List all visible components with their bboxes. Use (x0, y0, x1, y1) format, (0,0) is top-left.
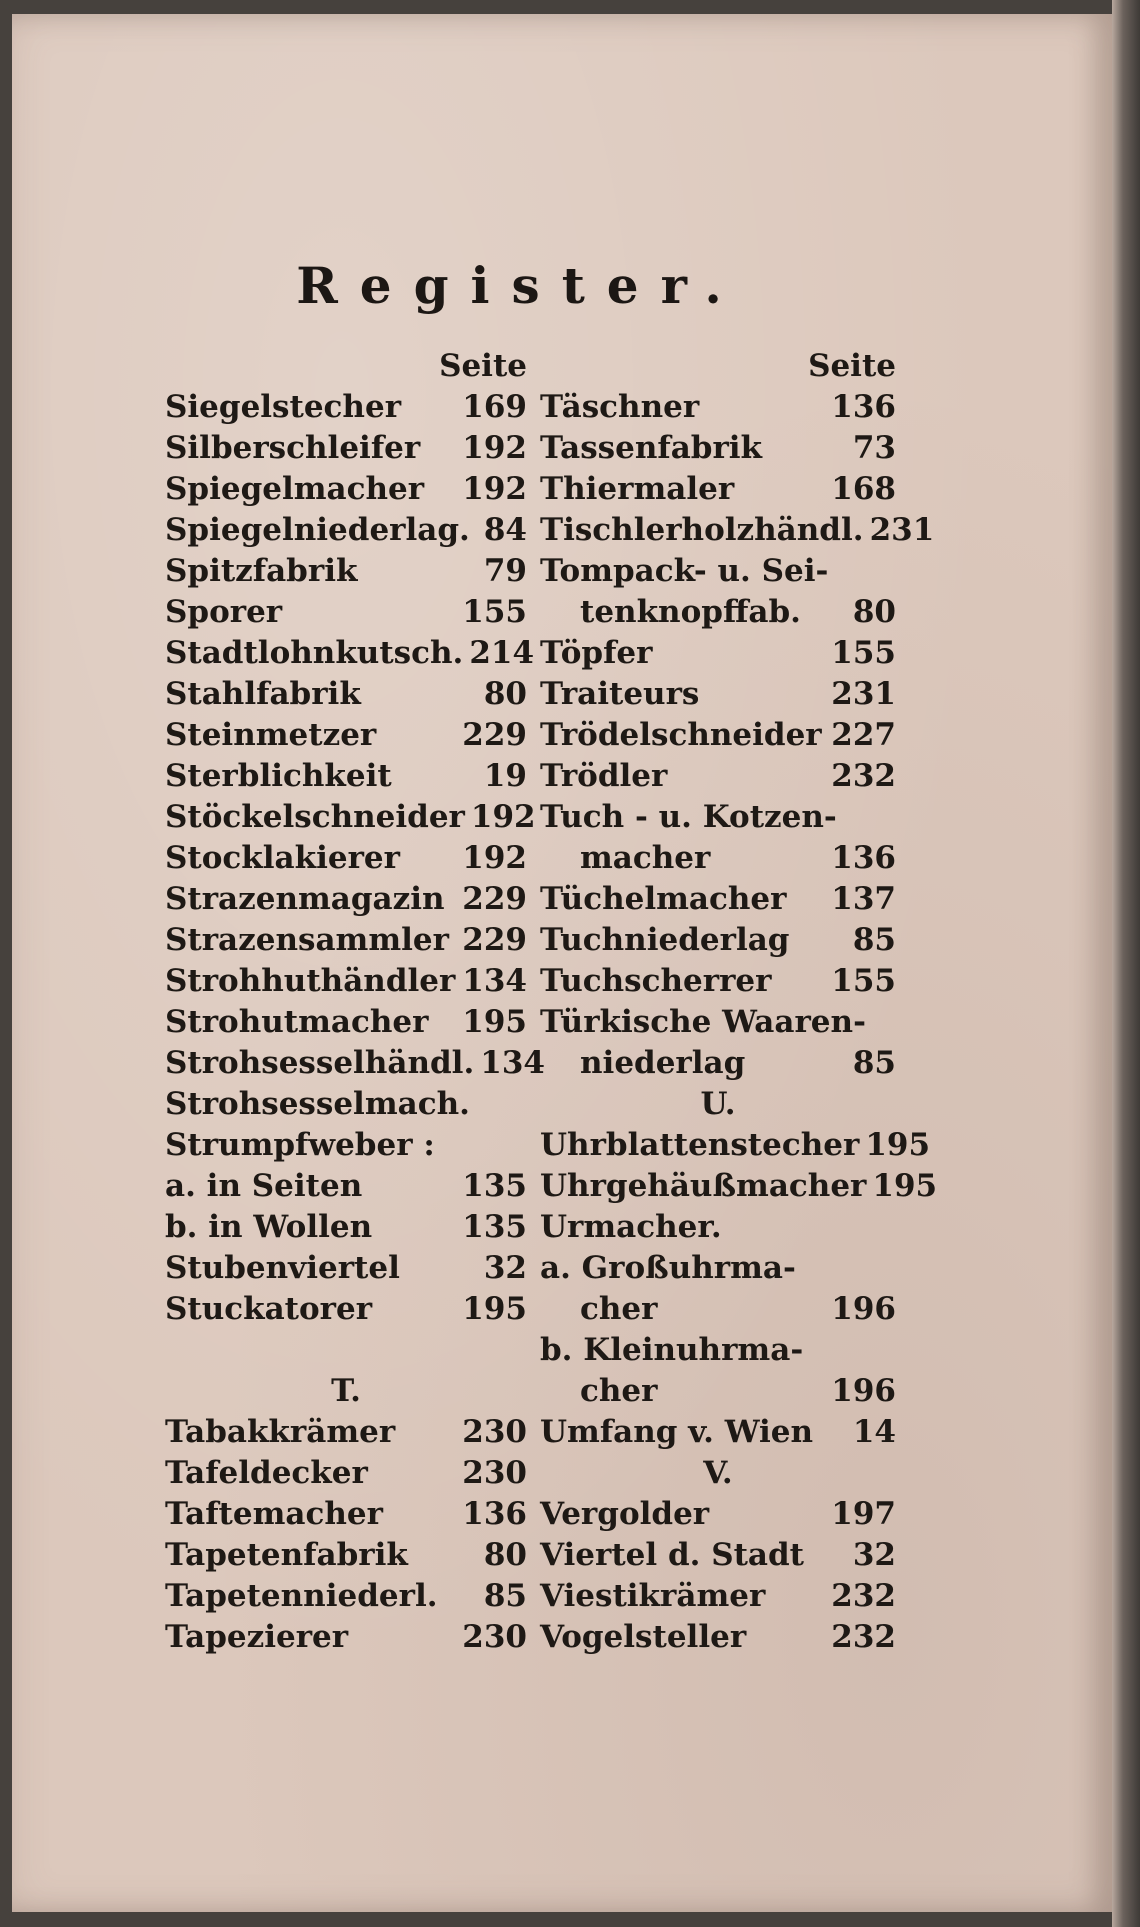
index-entry (540, 1535, 896, 1576)
left-entries (165, 387, 545, 1658)
entry-page-number: 229 (462, 922, 527, 958)
entry-page-number: 155 (831, 635, 896, 671)
entry-page-number: 73 (852, 430, 896, 466)
entry-name: cher (580, 1291, 658, 1327)
index-entry (540, 592, 896, 633)
entry-name: Tuchniederlag (540, 922, 790, 958)
entry-name: Tabakkrämer (165, 1414, 396, 1450)
entry-name: Vergolder (540, 1496, 710, 1532)
index-entry (165, 1330, 527, 1371)
index-entry (165, 1043, 545, 1084)
entry-name: Tapetenfabrik (165, 1537, 408, 1573)
index-entry (540, 797, 896, 838)
right-column (540, 345, 938, 1658)
entry-page-number: 80 (483, 676, 527, 712)
entry-page-number: 214 (469, 635, 535, 671)
index-entry (165, 838, 527, 879)
entry-page-number: 229 (462, 717, 527, 753)
entry-page-number: 196 (831, 1291, 896, 1327)
entry-name: Tüchelmacher (540, 881, 787, 917)
index-entry (165, 797, 536, 838)
entry-page-number: 230 (462, 1619, 527, 1655)
index-entry (540, 1494, 896, 1535)
index-entry (165, 1576, 527, 1617)
seite-header-left: Seite (439, 348, 527, 384)
index-entry (165, 1412, 527, 1453)
entry-page-number: 231 (831, 676, 896, 712)
index-entry (540, 1002, 896, 1043)
entry-name: Stuckatorer (165, 1291, 373, 1327)
section-letter (540, 1084, 896, 1125)
entry-name: Trödelschneider (540, 717, 822, 753)
entry-name: Taftemacher (165, 1496, 383, 1532)
index-entry (165, 1166, 527, 1207)
entry-page-number: 192 (462, 840, 527, 876)
index-entry (540, 920, 896, 961)
entry-name: a. Großuhrma- (540, 1250, 796, 1286)
index-entry (540, 633, 896, 674)
index-entry (165, 428, 527, 469)
entry-name: niederlag (580, 1045, 746, 1081)
entry-name: Sporer (165, 594, 283, 630)
entry-name: Thiermaler (540, 471, 735, 507)
index-entry (165, 510, 527, 551)
entry-name: Töpfer (540, 635, 653, 671)
index-entry (540, 961, 896, 1002)
entry-name: Tuch - u. Kotzen- (540, 799, 837, 835)
entry-page-number: 229 (462, 881, 527, 917)
entry-name: Tassenfabrik (540, 430, 763, 466)
entry-page-number: 195 (872, 1168, 938, 1204)
index-entry (540, 469, 896, 510)
index-entry (540, 838, 896, 879)
entry-page-number: 155 (831, 963, 896, 999)
entry-page-number: 230 (462, 1455, 527, 1491)
entry-page-number: 195 (462, 1004, 527, 1040)
index-entry (540, 510, 935, 551)
index-entry (540, 428, 896, 469)
entry-name: Strohhuthändler (165, 963, 456, 999)
entry-name: Strazensammler (165, 922, 449, 958)
entry-name: Urmacher. (540, 1209, 722, 1245)
entry-name: Spiegelmacher (165, 471, 425, 507)
index-entry (165, 1125, 527, 1166)
entry-page-number: 84 (483, 512, 527, 548)
index-entry (540, 1207, 896, 1248)
entry-page-number: 136 (831, 840, 896, 876)
section-letter-label: U. (700, 1086, 736, 1122)
entry-page-number: 32 (483, 1250, 527, 1286)
right-entries (540, 387, 938, 1658)
entry-page-number: 136 (462, 1496, 527, 1532)
index-entry (165, 1535, 527, 1576)
entry-name: Trödler (540, 758, 668, 794)
index-entry (165, 756, 527, 797)
entry-name: Spiegelniederlag. (165, 512, 470, 548)
entry-name: Silberschleifer (165, 430, 421, 466)
entry-page-number: 32 (852, 1537, 896, 1573)
index-entry (540, 551, 896, 592)
entry-page-number: 14 (852, 1414, 896, 1450)
entry-page-number: 80 (483, 1537, 527, 1573)
index-entry (165, 1002, 527, 1043)
index-entry (540, 879, 896, 920)
entry-name: Tuchscherrer (540, 963, 772, 999)
entry-name: Uhrblattenstecher (540, 1127, 860, 1163)
index-entry (165, 1617, 527, 1658)
entry-page-number: 227 (831, 717, 896, 753)
entry-page-number: 80 (852, 594, 896, 630)
entry-page-number: 135 (462, 1209, 527, 1245)
index-entry (540, 1617, 896, 1658)
section-letter-label: V. (703, 1455, 733, 1491)
entry-name: a. in Seiten (165, 1168, 363, 1204)
entry-name: Strohsesselhändl. (165, 1045, 475, 1081)
entry-name: Stubenviertel (165, 1250, 400, 1286)
index-entry (540, 1043, 896, 1084)
section-letter (540, 1453, 896, 1494)
entry-name: Tischlerholzhändl. (540, 512, 864, 548)
index-entry (165, 1289, 527, 1330)
entry-page-number: 85 (852, 922, 896, 958)
entry-page-number: 134 (462, 963, 527, 999)
entry-page-number: 197 (831, 1496, 896, 1532)
entry-name: Strohutmacher (165, 1004, 429, 1040)
index-entry (540, 1125, 931, 1166)
index-entry (165, 879, 527, 920)
entry-page-number: 232 (831, 1619, 896, 1655)
entry-name: Steinmetzer (165, 717, 377, 753)
entry-name: Stocklakierer (165, 840, 400, 876)
index-entry (540, 1371, 896, 1412)
entry-name: Tompack- u. Sei- (540, 553, 829, 589)
index-entry (165, 633, 535, 674)
index-entry (165, 1453, 527, 1494)
index-entry (540, 1412, 896, 1453)
entry-name: Türkische Waaren- (540, 1004, 866, 1040)
page-title: Register. (296, 256, 744, 315)
index-entry (165, 469, 527, 510)
entry-page-number: 169 (462, 389, 527, 425)
entry-page-number: 192 (462, 430, 527, 466)
entry-name: Viestikrämer (540, 1578, 766, 1614)
entry-page-number: 134 (480, 1045, 545, 1081)
entry-name: Stahlfabrik (165, 676, 361, 712)
index-entry (165, 1207, 527, 1248)
entry-name: Umfang v. Wien (540, 1414, 814, 1450)
entry-page-number: 168 (831, 471, 896, 507)
entry-name: tenknopffab. (580, 594, 801, 630)
entry-page-number: 85 (483, 1578, 527, 1614)
entry-page-number: 85 (852, 1045, 896, 1081)
entry-page-number: 135 (462, 1168, 527, 1204)
index-entry (540, 1289, 896, 1330)
index-entry (165, 1494, 527, 1535)
entry-name: Tapezierer (165, 1619, 349, 1655)
entry-name: Traiteurs (540, 676, 700, 712)
entry-page-number: 232 (831, 1578, 896, 1614)
entry-page-number: 230 (462, 1414, 527, 1450)
entry-name: Täschner (540, 389, 700, 425)
index-entry (165, 592, 527, 633)
page-edge (1112, 0, 1140, 1927)
index-entry (540, 674, 896, 715)
entry-name: b. Kleinuhrma- (540, 1332, 804, 1368)
section-letter (165, 1371, 527, 1412)
index-entry (540, 756, 896, 797)
entry-name: Strazenmagazin (165, 881, 445, 917)
entry-name: Siegelstecher (165, 389, 402, 425)
entry-name: cher (580, 1373, 658, 1409)
index-entry (540, 1166, 938, 1207)
entry-page-number: 137 (831, 881, 896, 917)
entry-name: macher (580, 840, 711, 876)
index-entry (165, 387, 527, 428)
entry-name: Stadtlohnkutsch. (165, 635, 464, 671)
index-entry (165, 715, 527, 756)
entry-page-number: 155 (462, 594, 527, 630)
index-entry (165, 674, 527, 715)
entry-name: Sterblichkeit (165, 758, 392, 794)
index-entry (165, 920, 527, 961)
entry-name: Vogelsteller (540, 1619, 747, 1655)
index-entry (540, 387, 896, 428)
entry-name: b. in Wollen (165, 1209, 373, 1245)
entry-page-number: 192 (462, 471, 527, 507)
entry-name: Viertel d. Stadt (540, 1537, 804, 1573)
entry-name: Tafeldecker (165, 1455, 368, 1491)
left-column (165, 345, 545, 1658)
entry-name: Stöckelschneider (165, 799, 465, 835)
index-entry (165, 551, 527, 592)
index-entry (540, 1248, 896, 1289)
entry-page-number: 231 (869, 512, 935, 548)
entry-page-number: 196 (831, 1373, 896, 1409)
index-entry (540, 715, 896, 756)
entry-page-number: 79 (483, 553, 527, 589)
index-entry (165, 961, 527, 1002)
entry-page-number: 19 (483, 758, 527, 794)
entry-page-number: 192 (470, 799, 536, 835)
entry-page-number: 136 (831, 389, 896, 425)
index-entry (540, 1330, 896, 1371)
section-letter-label: T. (331, 1373, 361, 1409)
entry-name: Uhrgehäußmacher (540, 1168, 867, 1204)
entry-page-number: 195 (462, 1291, 527, 1327)
entry-name: Strumpfweber : (165, 1127, 435, 1163)
index-entry (165, 1248, 527, 1289)
entry-page-number: 232 (831, 758, 896, 794)
entry-name: Tapetenniederl. (165, 1578, 438, 1614)
entry-name: Strohsesselmach. (165, 1086, 470, 1122)
entry-name: Spitzfabrik (165, 553, 358, 589)
seite-header-right: Seite (808, 348, 896, 384)
index-entry (165, 1084, 527, 1125)
index-entry (540, 1576, 896, 1617)
entry-page-number: 195 (865, 1127, 931, 1163)
